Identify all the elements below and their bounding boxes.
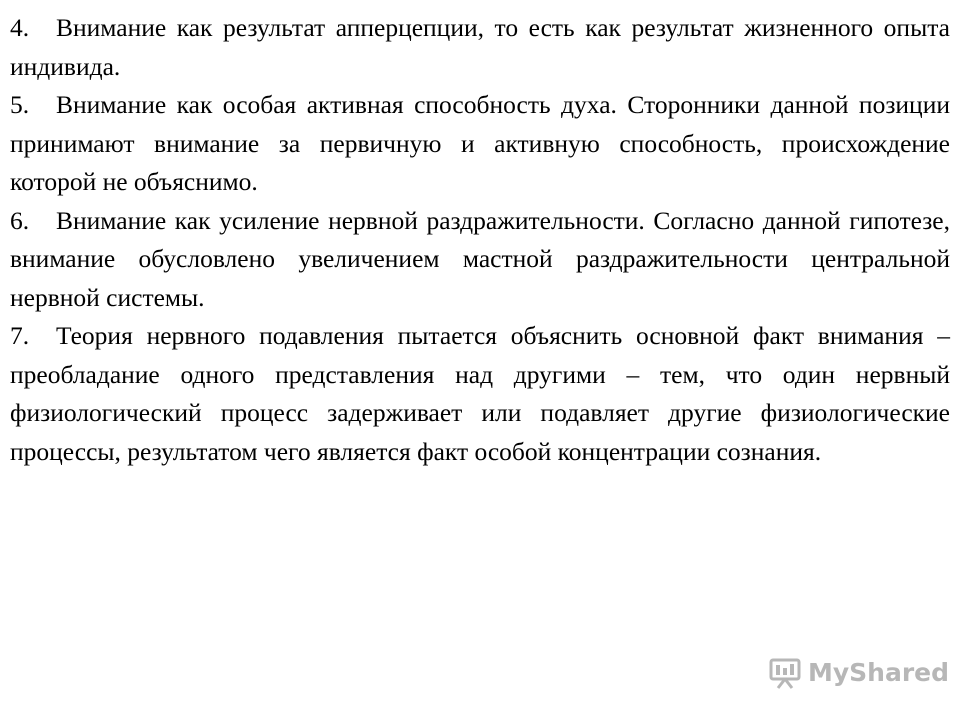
- item-number: 6.: [10, 205, 30, 235]
- list-item: [10, 202, 950, 318]
- list-item: [10, 317, 950, 471]
- presentation-board-icon: [768, 656, 802, 690]
- list-item: [10, 86, 950, 202]
- list-item: [10, 9, 950, 86]
- watermark: [768, 655, 949, 691]
- item-number: 7.: [10, 321, 30, 350]
- watermark-text: MyShared: [808, 658, 950, 687]
- item-number: 4.: [10, 13, 30, 42]
- item-text: Теория нервного подавления пытается объяснить основной факт внимания – преобладание одного представления над другими – тем, что один нервный физиологический процесс задерживает или подавляет другие физиологические процессы, результатом чего является факт особой концентрации сознания.: [10, 321, 950, 466]
- document-page: [10, 0, 950, 720]
- item-text: Внимание как особая активная способность духа. Сторонники данной позиции принимают внимание за первичную и активную способность, происхождение которой не объяснимо.: [10, 90, 950, 196]
- item-text: Внимание как результат апперцепции, то есть как результат жизненного опыта индивида.: [10, 13, 950, 81]
- item-number: 5.: [10, 90, 30, 119]
- numbered-list: [10, 9, 950, 471]
- item-text: Внимание как усиление нервной раздражительности. Согласно данной гипотезе, внимание обусловлено увеличением мастной раздражительности центральной нервной системы.: [10, 205, 950, 312]
